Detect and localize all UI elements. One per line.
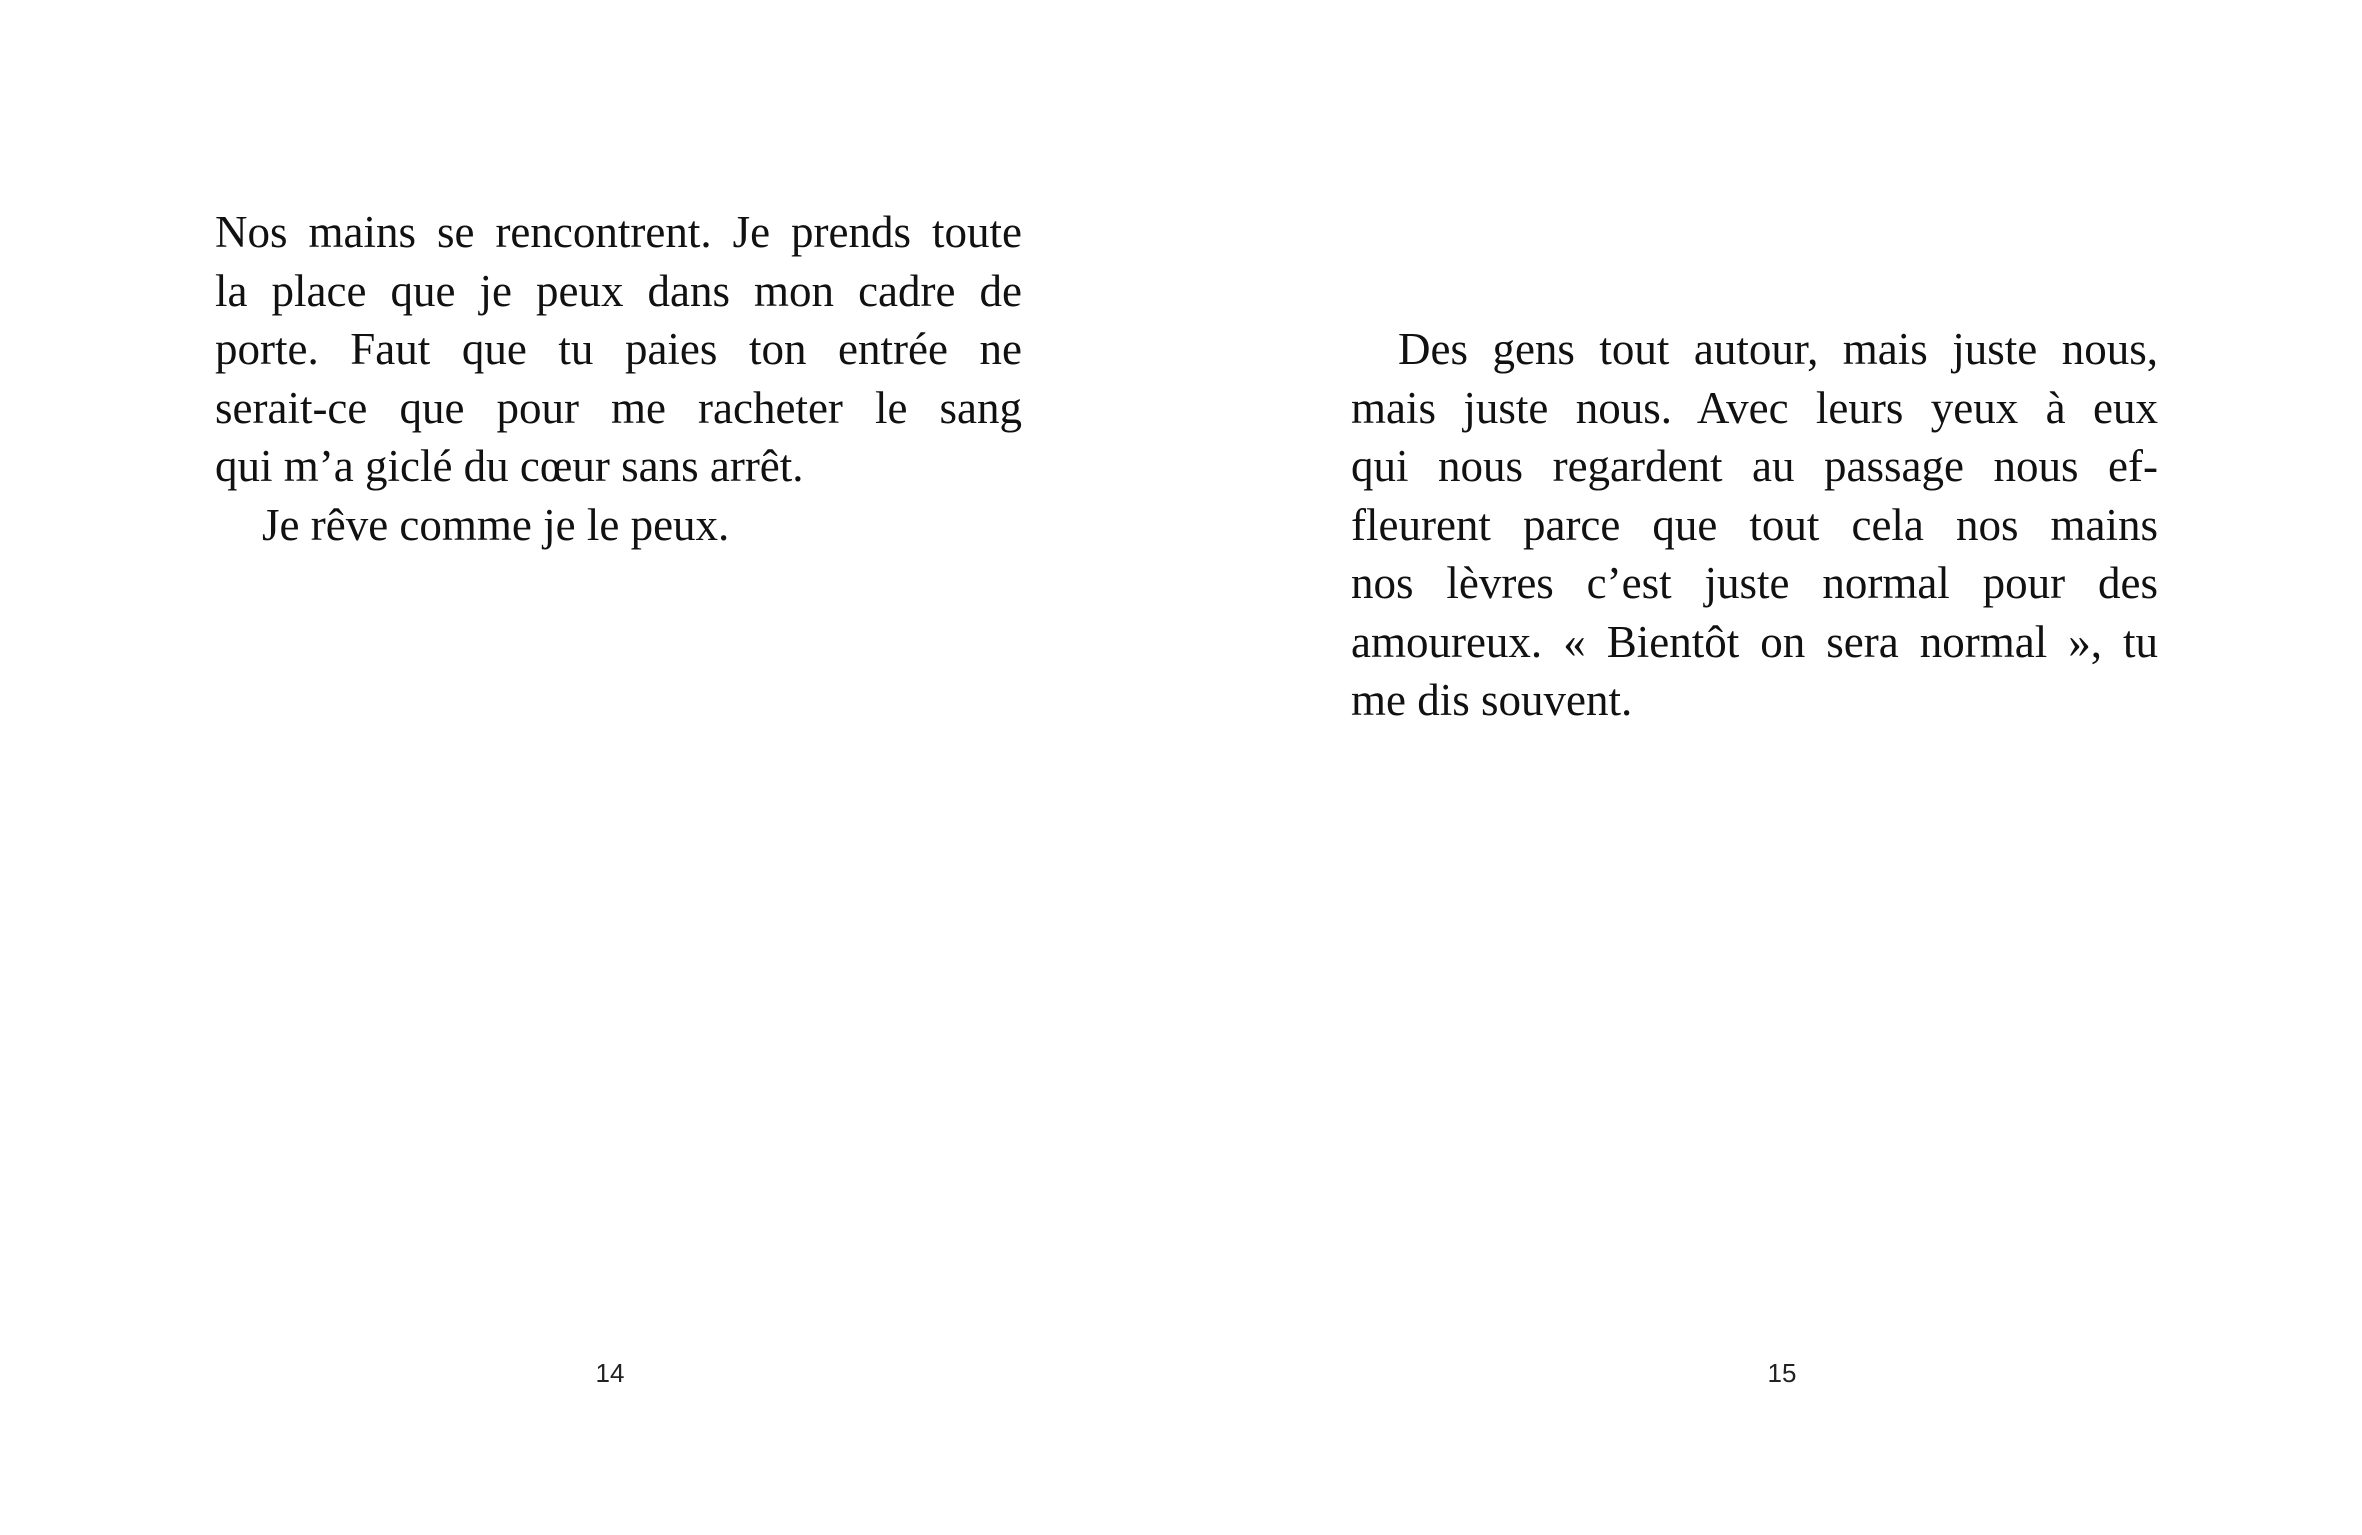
right-page bbox=[1181, 0, 2362, 1535]
text-line: Des gens tout autour, mais juste nous, bbox=[1398, 324, 2158, 374]
text-line: nos lèvres c’est juste normal pour des bbox=[1351, 558, 2158, 608]
text-line: serait-ce que pour me racheter le sang bbox=[215, 382, 1022, 433]
left-page-text bbox=[215, 203, 1022, 554]
text-line: mais juste nous. Avec leurs yeux à eux bbox=[1351, 382, 2158, 433]
text-line: qui nous regardent au passage nous ef- bbox=[1351, 441, 2158, 491]
right-page-text bbox=[1351, 320, 2158, 730]
page-number: 15 bbox=[1767, 1358, 1797, 1388]
text-line: me dis souvent. bbox=[1351, 675, 1633, 725]
page-number: 14 bbox=[595, 1358, 625, 1388]
text-line: fleurent parce que tout cela nos mains bbox=[1351, 499, 2158, 550]
text-line: la place que je peux dans mon cadre de bbox=[215, 265, 1022, 316]
text-line: qui m’a giclé du cœur sans arrêt. bbox=[215, 441, 804, 491]
text-line: Je rêve comme je le peux. bbox=[262, 499, 730, 550]
text-line: porte. Faut que tu paies ton entrée ne bbox=[215, 324, 1022, 374]
text-line: Nos mains se rencontrent. Je prends toute bbox=[215, 207, 1022, 257]
text-line: amoureux. « Bientôt on sera normal », tu bbox=[1351, 616, 2158, 667]
